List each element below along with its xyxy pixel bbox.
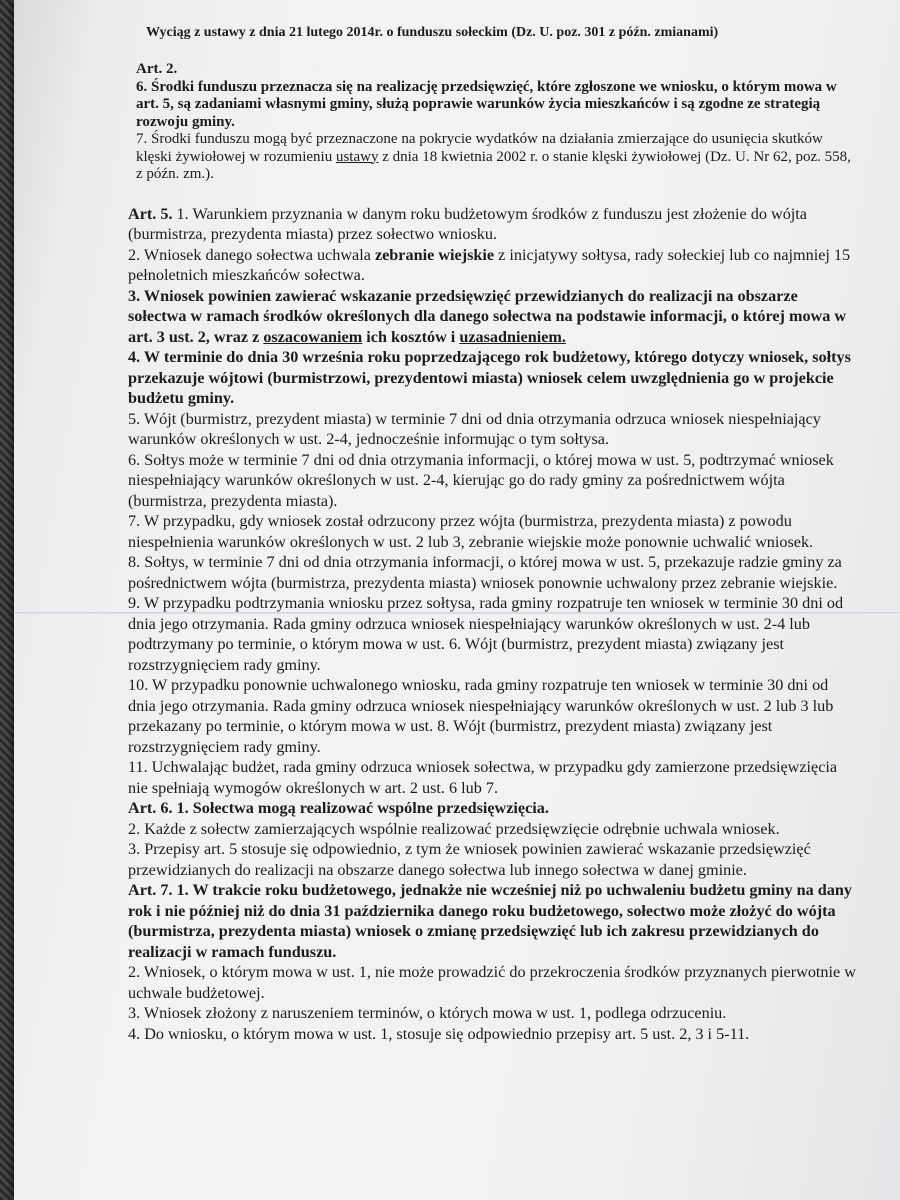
article-6-paragraph-3: 3. Przepisy art. 5 stosuje się odpowiednio, z tym że wniosek powinien zawierać wskazanie przedsięwzięć przewidzianych do realizacji na obszarze danego sołectwa lub innego sołectwa w danej gminie.	[128, 840, 811, 879]
article-7-paragraph-3: 3. Wniosek złożony z naruszeniem terminów, o których mowa w ust. 1, podlega odrzuceniu.	[128, 1004, 727, 1022]
article-5-paragraph-10: 10. W przypadku ponownie uchwalonego wniosku, rada gminy rozpatruje ten wniosek w terminie 30 dni od dnia jego otrzymania. Rada gminy odrzuca wniosek niespełniający warunków określonych w ust. 2 lub 3 lub przekazany po terminie, o którym mowa w ust. 8. Wójt (burmistrz, prezydent miasta) związany jest rozstrzygnięciem rady gminy.	[128, 676, 834, 756]
article-7-paragraph-1: Art. 7. 1. W trakcie roku budżetowego, jednakże nie wcześniej niż po uchwaleniu budżetu gminy na dany rok i nie później niż do dnia 31 października danego roku budżetowego, sołectwo może złożyć do wójta (burmistrza, prezydenta miasta) wniosek o zmianę przedsięwzięć lub ich zakresu przewidzianych do realizacji w ramach funduszu.	[128, 881, 852, 961]
article-5-paragraph-11: 11. Uchwalając budżet, rada gminy odrzuca wniosek sołectwa, w przypadku gdy zamierzone przedsięwzięcia nie spełniają wymogów określonych w art. 2 ust. 6 lub 7.	[128, 758, 838, 797]
article-7-paragraph-4: 4. Do wniosku, o którym mowa w ust. 1, stosuje się odpowiednio przepisy art. 5 ust. 2, 3 i 5-11.	[128, 1024, 750, 1043]
articles-5-7	[128, 204, 858, 1045]
article-5-paragraph-4: 4. W terminie do dnia 30 września roku poprzedzającego rok budżetowy, którego dotyczy wniosek, sołtys przekazuje wójtowi (burmistrzowi, prezydentowi miasta) wniosek celem uwzględnienia go w projekcie budżetu gminy.	[128, 348, 851, 407]
article-2-title: Art. 2.	[136, 61, 178, 77]
article-6-paragraph-1: Art. 6. 1. Sołectwa mogą realizować wspólne przedsięwzięcia.	[128, 799, 549, 817]
article-5-paragraph-7: 7. W przypadku, gdy wniosek został odrzucony przez wójta (burmistrza, prezydenta miasta) z powodu niespełnienia warunków określonych w ust. 2 lub 3, zebranie wiejskie może ponownie uchwalić wniosek.	[128, 512, 814, 551]
article-5-paragraph-8: 8. Sołtys, w terminie 7 dni od dnia otrzymania informacji, o której mowa w ust. 5, przekazuje radzie gminy za pośrednictwem wójta (burmistrza, prezydenta miasta) wniosek ponownie uchwalony przez zebranie wiejskie.	[128, 553, 842, 592]
article-2-paragraph-7: 7. Środki funduszu mogą być przeznaczone na pokrycie wydatków na działania zmierzające do usunięcia skutków klęski żywiołowej w rozumieniu ustawy z dnia 18 kwietnia 2002 r. o stanie klęski żywiołowej (Dz. U. Nr 62, poz. 558, z późn. zm.).	[136, 131, 851, 182]
article-5-paragraph-5: 5. Wójt (burmistrz, prezydent miasta) w terminie 7 dni od dnia otrzymania odrzuca wniosek niespełniający warunków określonych w ust. 2-4, jednocześnie informując o tym sołtysa.	[128, 409, 821, 448]
document-heading: Wyciąg z ustawy z dnia 21 lutego 2014r. o funduszu sołeckim (Dz. U. poz. 301 z późn. zmianami)	[146, 25, 719, 40]
article-5-paragraph-3: 3. Wniosek powinien zawierać wskazanie przedsięwzięć przewidzianych do realizacji na obszarze sołectwa w ramach środków określonych dla danego sołectwa na podstawie informacji, o której mowa w art. 3 ust. 2, wraz z oszacowaniem ich kosztów i uzasadnieniem.	[128, 286, 847, 346]
article-2	[136, 61, 858, 184]
statute-link: ustawy	[335, 148, 379, 165]
article-5-paragraph-1: Art. 5. 1. Warunkiem przyznania w danym roku budżetowym środków z funduszu jest złożenie do wójta (burmistrza, prezydenta miasta) przez sołectwo wniosku.	[128, 204, 807, 243]
article-7-paragraph-2: 2. Wniosek, o którym mowa w ust. 1, nie może prowadzić do przekroczenia środków przyznanych pierwotnie w uchwale budżetowej.	[128, 963, 856, 1002]
article-5-paragraph-9: 9. W przypadku podtrzymania wniosku przez sołtysa, rada gminy rozpatruje ten wniosek w terminie 30 dni od dnia jego otrzymania. Rada gminy odrzuca wniosek niespełniający warunków określonych w ust. 2-4 lub podtrzymany po terminie, o którym mowa w ust. 6. Wójt (burmistrz, prezydent miasta) związany jest rozstrzygnięciem rady gminy.	[128, 594, 844, 674]
article-5-paragraph-2: 2. Wniosek danego sołectwa uchwala zebranie wiejskie z inicjatywy sołtysa, rady sołeckiej lub co najmniej 15 pełnoletnich mieszkańców sołectwa.	[128, 245, 851, 284]
document-text	[118, 24, 858, 1044]
article-2-paragraph-6: 6. Środki funduszu przeznacza się na realizację przedsięwzięć, które zgłoszone we wniosku, o którym mowa w art. 5, są zadaniami własnymi gminy, służą poprawie warunków życia mieszkańców i są zgodne ze strategią rozwoju gminy.	[136, 78, 837, 130]
article-5-paragraph-6: 6. Sołtys może w terminie 7 dni od dnia otrzymania informacji, o której mowa w ust. 5, podtrzymać wniosek niespełniający warunków określonych w ust. 2-4, kierując go do rady gminy za pośrednictwem wójta (burmistrza, prezydenta miasta).	[128, 450, 834, 510]
article-6-paragraph-2: 2. Każde z sołectw zamierzających wspólnie realizować przedsięwzięcie odrębnie uchwala wniosek.	[128, 819, 780, 838]
